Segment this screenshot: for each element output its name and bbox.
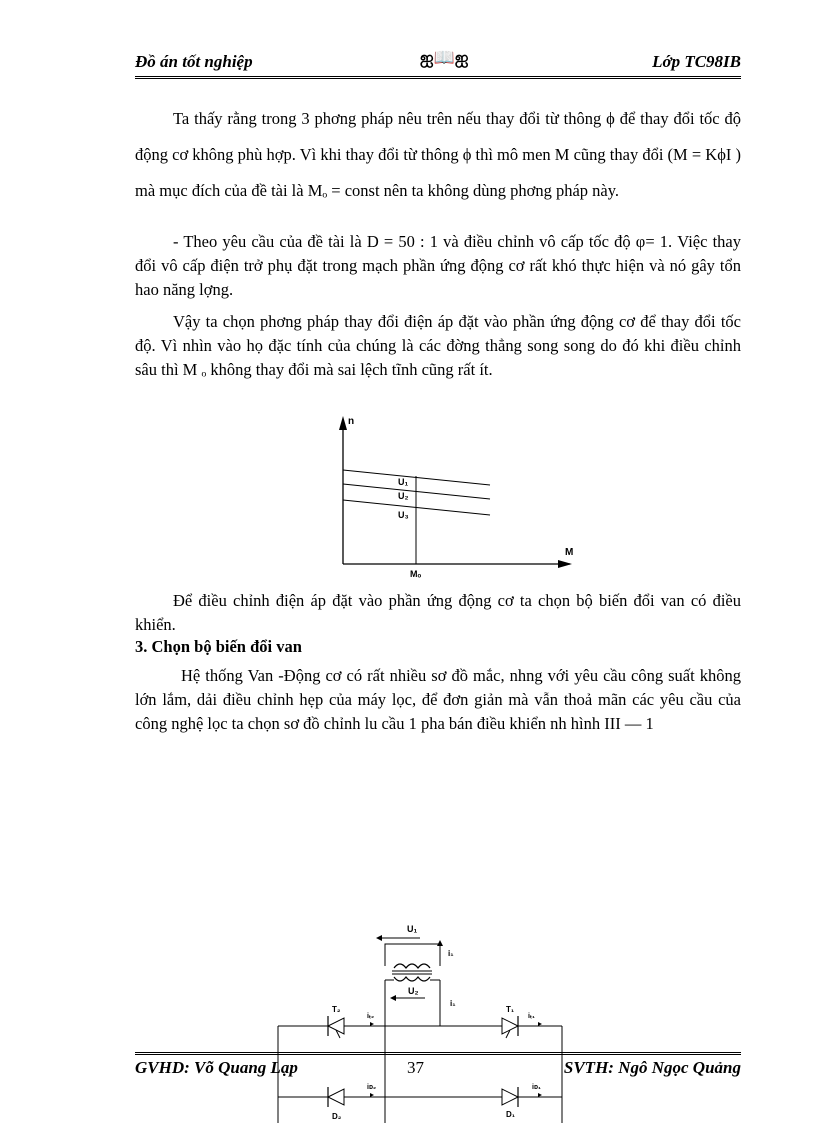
- it1-label: iₜ₁: [528, 1013, 535, 1020]
- it2-label: iₜ₂: [367, 1013, 375, 1020]
- graph-x-label: M: [565, 547, 574, 558]
- graph-y-label: n: [348, 416, 355, 427]
- t1-label: T₁: [506, 1005, 515, 1014]
- page-footer: [135, 1058, 741, 1082]
- bridge-rectifier-circuit: [270, 920, 580, 1123]
- transformer-primary-coil: [394, 964, 430, 968]
- u2-label: U₂: [408, 986, 419, 996]
- page-header: [135, 48, 741, 76]
- t2-label: T₂: [332, 1005, 341, 1014]
- thyristor-t1: [502, 1018, 518, 1034]
- u1-label: U₁: [407, 924, 418, 934]
- footer-student: SVTH: Ngô Ngọc Quảng: [563, 1058, 741, 1077]
- diode-d2: [328, 1089, 344, 1105]
- id1-label: iᴅ₁: [532, 1084, 541, 1091]
- id2-label: iᴅ₂: [367, 1084, 377, 1091]
- paragraph-5: Hệ thống Van -Động cơ có rất nhiều sơ đồ mắc, nhng với yêu cầu công suất không lớn lắm, dải điều chỉnh hẹp của máy lọc, để đơn giản mà vẫn thoả mãn các yêu cầu của công nghệ lọc ta chọn sơ đồ chỉnh lu cầu 1 pha bán điều khiển nh hình III — 1: [135, 666, 741, 733]
- graph-label-u2: U₂: [398, 491, 409, 501]
- thyristor-t2: [328, 1018, 344, 1034]
- speed-torque-graph: [330, 410, 590, 582]
- diode-d1: [502, 1089, 518, 1105]
- paragraph-1: Ta thấy rằng trong 3 phơng pháp nêu trên nếu thay đổi từ thông ϕ để thay đổi tốc độ động cơ không phù hợp. Vì khi thay đổi từ thông ϕ thì mô men M cũng thay đổi (M = KϕI ) mà mục đích của đề tài là Mₒ = const nên ta không dùng phơng pháp này.: [135, 109, 741, 200]
- header-ornament-book-icon: ஐ📖ஐ: [420, 48, 469, 67]
- section-heading: 3. Chọn bộ biến đổi van: [135, 637, 302, 656]
- paragraph-3: Vậy ta chọn phơng pháp thay đổi điện áp đặt vào phần ứng động cơ để thay đổi tốc độ. Vì nhìn vào họ đặc tính của chúng là các đờng thẳng song song do đó khi điều chỉnh sâu thì M ₒ không thay đổi mà sai lệch tĩnh cũng rất ít.: [135, 312, 741, 379]
- header-thesis-title: Đồ án tốt nghiệp: [135, 52, 253, 71]
- header-rule: [135, 76, 741, 79]
- graph-label-mc: Mₒ: [410, 569, 422, 579]
- footer-page-number: 37: [407, 1058, 424, 1077]
- graph-x-arrow: [558, 560, 572, 568]
- d2-label: D₂: [332, 1112, 342, 1121]
- header-class-code: Lớp TC98IB: [652, 52, 741, 71]
- d1-label: D₁: [506, 1110, 516, 1119]
- graph-label-u3: U₃: [398, 510, 409, 520]
- transformer-secondary-coil: [394, 977, 430, 981]
- footer-advisor: GVHD: Võ Quang Lạp: [135, 1058, 298, 1077]
- i-label: i₁: [450, 999, 456, 1008]
- paragraph-2: - Theo yêu cầu của đề tài là D = 50 : 1 và điều chỉnh vô cấp tốc độ φ= 1. Việc thay đổi vô cấp điện trở phụ đặt trong mạch phần ứng động cơ rất khó thực hiện và nó gây tổn hao năng lợng.: [135, 232, 741, 299]
- graph-label-u1: U₁: [398, 477, 409, 487]
- i1-label: i₁: [448, 949, 454, 958]
- graph-y-arrow: [339, 416, 347, 430]
- footer-rule: [135, 1052, 741, 1055]
- paragraph-4: Để điều chỉnh điện áp đặt vào phần ứng động cơ ta chọn bộ biến đổi van có điều khiển.: [135, 591, 741, 634]
